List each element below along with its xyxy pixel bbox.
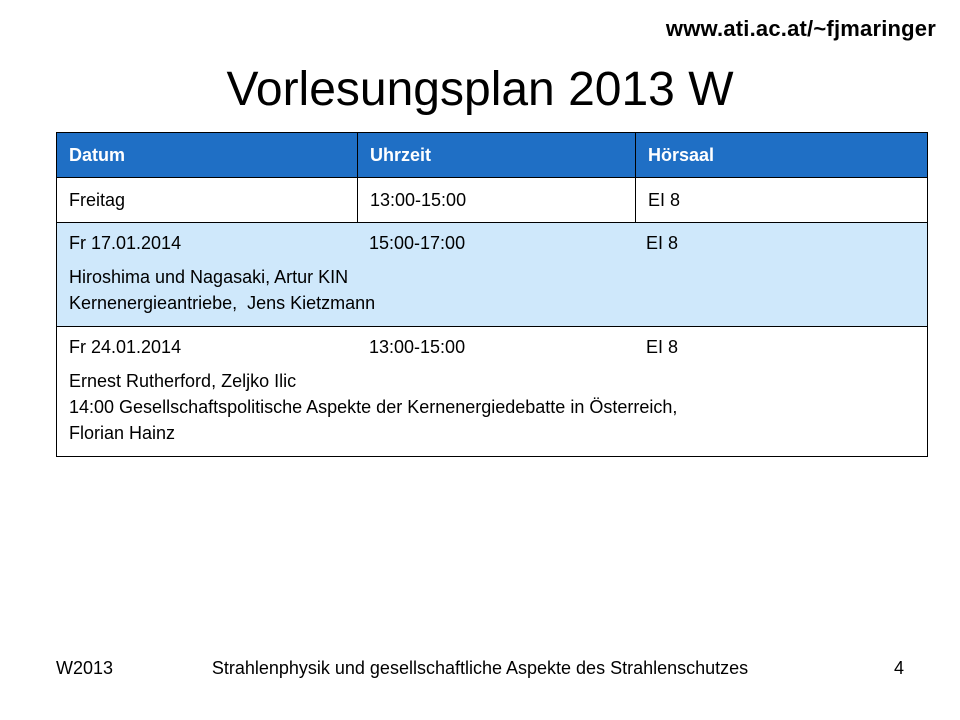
- cell-datum: [57, 178, 358, 223]
- column-header-label: Hörsaal: [648, 145, 715, 165]
- footer-course-title: Strahlenphysik und gesellschaftliche Aspekte des Strahlenschutzes: [211, 658, 749, 678]
- session-date: Fr 17.01.2014: [69, 233, 182, 253]
- session-meta: [57, 232, 927, 255]
- cell-text: EI 8: [648, 190, 681, 210]
- table-row: [57, 327, 928, 457]
- column-header-hoersaal: [636, 133, 928, 178]
- session-description: [57, 359, 927, 446]
- column-header-uhrzeit: [358, 133, 636, 178]
- website-url: www.ati.ac.at/~fjmaringer: [665, 16, 936, 41]
- cell-text: 13:00-15:00: [370, 190, 467, 210]
- cell-uhrzeit: [358, 178, 636, 223]
- session-room: EI 8: [646, 337, 679, 357]
- footer-page-number: 4: [893, 658, 904, 678]
- table-header-row: [57, 133, 928, 178]
- page-title: Vorlesungsplan 2013 W: [226, 63, 734, 116]
- session-time: 15:00-17:00: [369, 233, 466, 253]
- footer-semester: W2013: [56, 658, 114, 678]
- session-topic-line: Kernenergieantriebe, Jens Kietzmann: [69, 293, 376, 313]
- table-row: [57, 178, 928, 223]
- session-topic-line: 14:00 Gesellschaftspolitische Aspekte der Kernenergiedebatte in Österreich,: [69, 397, 678, 417]
- session-cell: [57, 327, 928, 457]
- session-topic-line: Ernest Rutherford, Zeljko Ilic: [69, 371, 297, 391]
- cell-text: Freitag: [69, 190, 126, 210]
- table-row: [57, 223, 928, 327]
- cell-hoersaal: [636, 178, 928, 223]
- session-topic-line: Florian Hainz: [69, 423, 176, 443]
- schedule-table: [56, 132, 928, 457]
- column-header-label: Datum: [69, 145, 126, 165]
- session-date: Fr 24.01.2014: [69, 337, 182, 357]
- session-cell: [57, 223, 928, 327]
- column-header-label: Uhrzeit: [370, 145, 432, 165]
- session-description: [57, 255, 927, 316]
- column-header-datum: [57, 133, 358, 178]
- session-room: EI 8: [646, 233, 679, 253]
- session-time: 13:00-15:00: [369, 337, 466, 357]
- session-topic-line: Hiroshima und Nagasaki, Artur KIN: [69, 267, 349, 287]
- session-meta: [57, 336, 927, 359]
